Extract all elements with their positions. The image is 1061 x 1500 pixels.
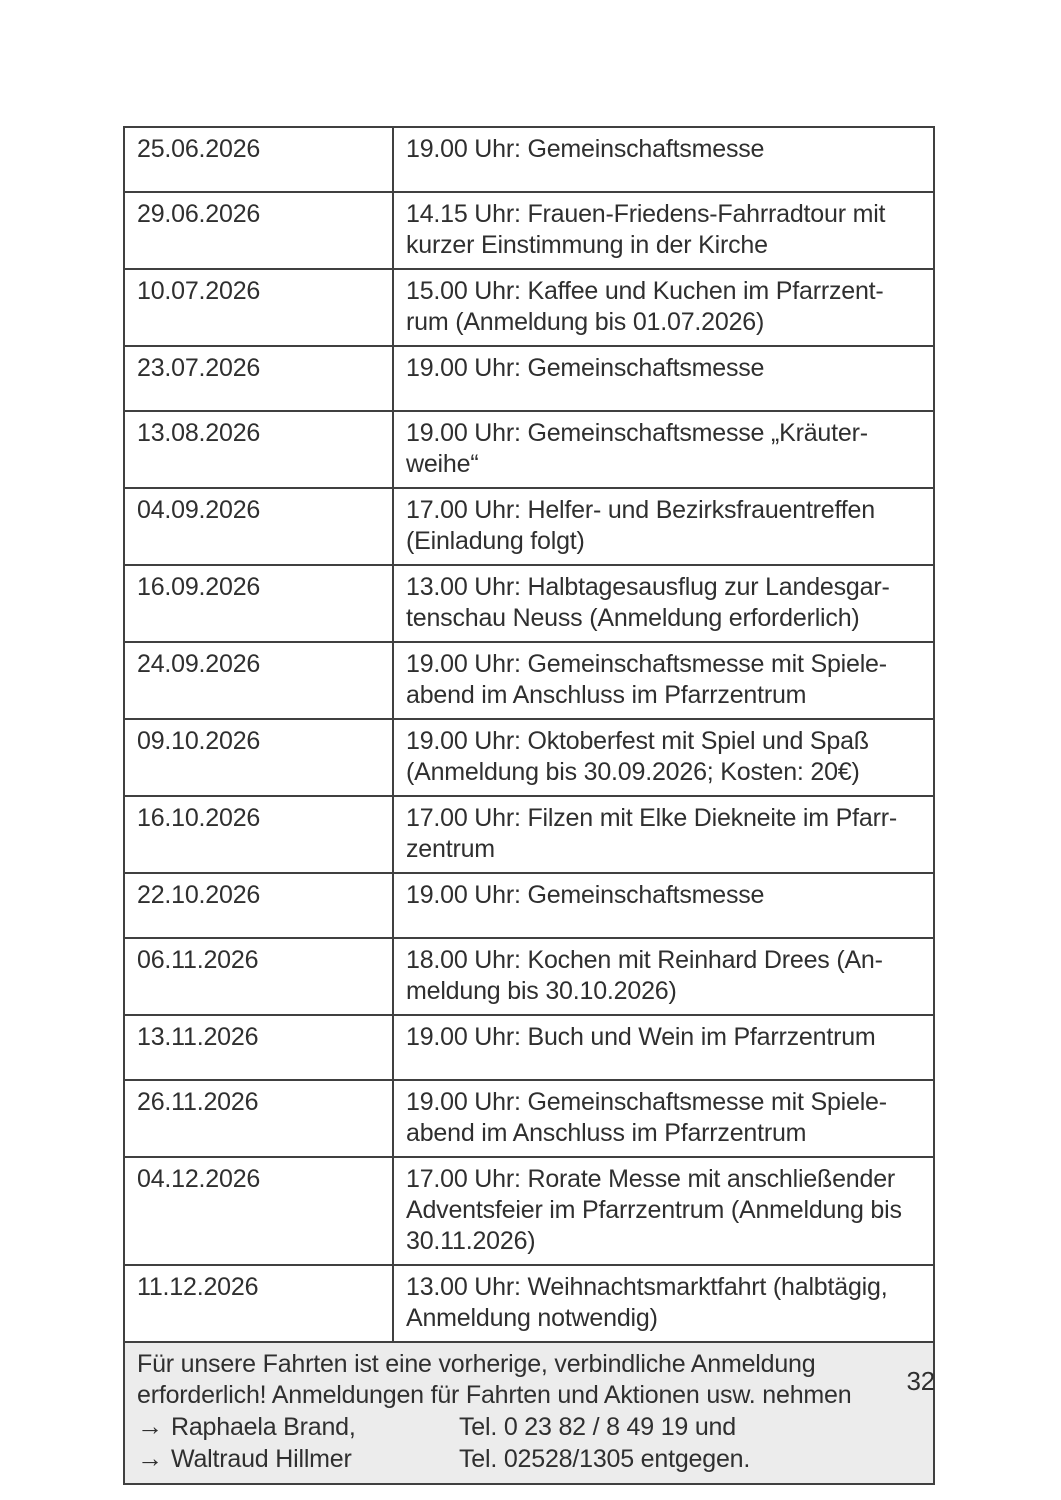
contact-row [137, 1411, 923, 1443]
event-line: 13.00 Uhr: Halbtagesausflug zur Landesgar- [406, 573, 890, 601]
table-row [124, 642, 934, 719]
event-line: 17.00 Uhr: Filzen mit Elke Diekneite im Pfarr- [406, 804, 897, 832]
event-cell [393, 565, 934, 642]
event-line: 19.00 Uhr: Gemeinschaftsmesse [406, 881, 765, 909]
contact-phone: Tel. 0 23 82 / 8 49 19 und [459, 1413, 736, 1441]
event-line: weihe“ [406, 450, 479, 478]
event-cell [393, 719, 934, 796]
event-line: abend im Anschluss im Pfarrzentrum [406, 681, 807, 709]
date-cell: 04.09.2026 [124, 488, 393, 565]
event-cell [393, 269, 934, 346]
event-line: meldung bis 30.10.2026) [406, 977, 677, 1005]
table-row [124, 346, 934, 411]
event-line: 14.15 Uhr: Frauen-Friedens-Fahrradtour mit [406, 200, 886, 228]
registration-note [123, 1343, 935, 1485]
event-cell [393, 1157, 934, 1265]
event-cell [393, 127, 934, 192]
date-cell: 24.09.2026 [124, 642, 393, 719]
table-row [124, 1015, 934, 1080]
event-line: (Anmeldung bis 30.09.2026; Kosten: 20€) [406, 758, 860, 786]
right-arrow-icon: → [137, 1443, 163, 1473]
page-content [123, 126, 935, 1485]
date-cell: 22.10.2026 [124, 873, 393, 938]
event-cell [393, 1015, 934, 1080]
event-cell [393, 873, 934, 938]
page-number: 32 [906, 1366, 935, 1396]
event-line: 19.00 Uhr: Gemeinschaftsmesse [406, 354, 765, 382]
event-line: rum (Anmeldung bis 01.07.2026) [406, 308, 765, 336]
table-row [124, 1080, 934, 1157]
event-line: (Einladung folgt) [406, 527, 585, 555]
table-row [124, 269, 934, 346]
event-cell [393, 411, 934, 488]
event-line: kurzer Einstimmung in der Kirche [406, 231, 768, 259]
event-cell [393, 1080, 934, 1157]
date-cell: 13.11.2026 [124, 1015, 393, 1080]
event-line: 18.00 Uhr: Kochen mit Reinhard Drees (An- [406, 946, 883, 974]
table-row [124, 796, 934, 873]
event-line: 13.00 Uhr: Weihnachtsmarktfahrt (halbtägig, [406, 1273, 888, 1301]
table-row [124, 127, 934, 192]
event-line: abend im Anschluss im Pfarrzentrum [406, 1119, 807, 1147]
event-line: 15.00 Uhr: Kaffee und Kuchen im Pfarrzent- [406, 277, 884, 305]
contact-name: Raphaela Brand, [171, 1413, 356, 1441]
table-row [124, 565, 934, 642]
note-line-1: Für unsere Fahrten ist eine vorherige, verbindliche Anmeldung [137, 1350, 816, 1378]
event-line: 17.00 Uhr: Helfer- und Bezirksfrauentreffen [406, 496, 875, 524]
date-cell: 29.06.2026 [124, 192, 393, 269]
date-cell: 10.07.2026 [124, 269, 393, 346]
event-line: 19.00 Uhr: Gemeinschaftsmesse „Kräuter- [406, 419, 868, 447]
contact-phone: Tel. 02528/1305 entgegen. [459, 1445, 751, 1473]
table-row [124, 192, 934, 269]
table-row [124, 411, 934, 488]
table-row [124, 488, 934, 565]
date-cell: 26.11.2026 [124, 1080, 393, 1157]
date-cell: 23.07.2026 [124, 346, 393, 411]
date-cell: 06.11.2026 [124, 938, 393, 1015]
event-line: Adventsfeier im Pfarrzentrum (Anmeldung bis [406, 1196, 902, 1224]
table-row [124, 1265, 934, 1342]
date-cell: 16.09.2026 [124, 565, 393, 642]
event-line: 17.00 Uhr: Rorate Messe mit anschließender [406, 1165, 896, 1193]
event-cell [393, 1265, 934, 1342]
date-cell: 04.12.2026 [124, 1157, 393, 1265]
event-cell [393, 796, 934, 873]
table-row [124, 719, 934, 796]
table-row [124, 938, 934, 1015]
table-row [124, 1157, 934, 1265]
event-cell [393, 938, 934, 1015]
event-line: tenschau Neuss (Anmeldung erforderlich) [406, 604, 860, 632]
contact-row [137, 1443, 923, 1475]
event-line: 30.11.2026) [406, 1227, 536, 1255]
event-cell [393, 642, 934, 719]
event-line: zentrum [406, 835, 495, 863]
date-cell: 11.12.2026 [124, 1265, 393, 1342]
date-cell: 16.10.2026 [124, 796, 393, 873]
event-cell [393, 192, 934, 269]
table-row [124, 873, 934, 938]
event-line: 19.00 Uhr: Oktoberfest mit Spiel und Spaß [406, 727, 869, 755]
event-line: 19.00 Uhr: Gemeinschaftsmesse mit Spiele- [406, 1088, 887, 1116]
event-cell [393, 488, 934, 565]
event-line: 19.00 Uhr: Gemeinschaftsmesse [406, 135, 765, 163]
date-cell: 09.10.2026 [124, 719, 393, 796]
event-line: Anmeldung notwendig) [406, 1304, 658, 1332]
right-arrow-icon: → [137, 1411, 163, 1441]
date-cell: 13.08.2026 [124, 411, 393, 488]
date-cell: 25.06.2026 [124, 127, 393, 192]
contact-name: Waltraud Hillmer [171, 1445, 352, 1473]
event-cell [393, 346, 934, 411]
event-line: 19.00 Uhr: Gemeinschaftsmesse mit Spiele- [406, 650, 887, 678]
schedule-table [123, 126, 935, 1343]
event-line: 19.00 Uhr: Buch und Wein im Pfarrzentrum [406, 1023, 876, 1051]
note-line-2: erforderlich! Anmeldungen für Fahrten und Aktionen usw. nehmen [137, 1381, 852, 1409]
